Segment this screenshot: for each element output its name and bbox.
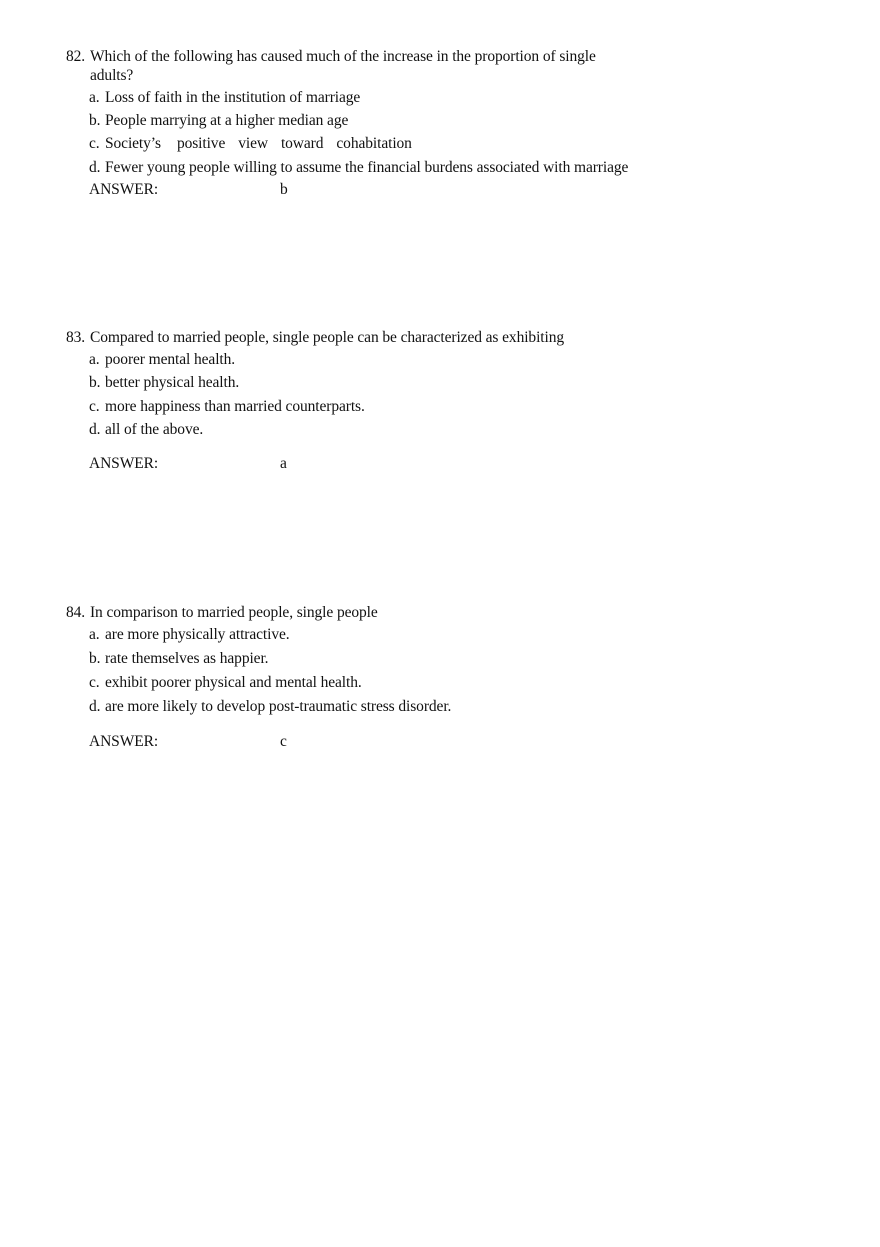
choice-letter: b. bbox=[89, 112, 101, 129]
choice-text: poorer mental health. bbox=[105, 351, 236, 368]
choice-letter: b. bbox=[89, 374, 101, 391]
choice-word: view bbox=[238, 135, 268, 152]
question-text: Compared to married people, single people can be characterized as exhibiting bbox=[90, 329, 564, 346]
answer-label: ANSWER: bbox=[89, 455, 159, 472]
answer-value: c bbox=[280, 733, 287, 750]
choice-letter: d. bbox=[89, 159, 101, 176]
choice-c bbox=[66, 134, 706, 154]
choice-word: cohabitation bbox=[336, 135, 412, 152]
choice-d bbox=[66, 420, 706, 440]
choice-letter: d. bbox=[89, 421, 101, 438]
question-stem bbox=[66, 47, 706, 67]
question-84 bbox=[66, 603, 706, 752]
question-text: Which of the following has caused much of the increase in the proportion of single bbox=[90, 48, 596, 65]
answer-label: ANSWER: bbox=[89, 733, 159, 750]
question-stem bbox=[66, 603, 706, 623]
choice-a bbox=[66, 350, 706, 370]
answer-row bbox=[66, 180, 706, 200]
choice-word: Society’s bbox=[105, 135, 161, 152]
answer-value: b bbox=[280, 181, 288, 198]
question-number: 84. bbox=[66, 604, 86, 621]
choice-text: are more likely to develop post-traumatic stress disorder. bbox=[105, 698, 452, 715]
answer-row bbox=[66, 454, 706, 474]
question-83 bbox=[66, 328, 706, 474]
answer-label: ANSWER: bbox=[89, 181, 159, 198]
choice-b bbox=[66, 111, 706, 131]
choice-letter: a. bbox=[89, 89, 100, 106]
choice-text: People marrying at a higher median age bbox=[105, 112, 349, 129]
choice-text: all of the above. bbox=[105, 421, 204, 438]
choice-letter: c. bbox=[89, 398, 100, 415]
choice-letter: c. bbox=[89, 135, 100, 152]
choice-a bbox=[66, 625, 706, 645]
answer-row bbox=[66, 732, 706, 752]
question-number: 83. bbox=[66, 329, 86, 346]
answer-value: a bbox=[280, 455, 287, 472]
question-text: In comparison to married people, single people bbox=[90, 604, 378, 621]
choice-word: positive bbox=[176, 135, 226, 152]
choice-letter: b. bbox=[89, 650, 101, 667]
choice-b bbox=[66, 649, 706, 669]
choice-c bbox=[66, 397, 706, 417]
question-stem bbox=[66, 328, 706, 348]
choice-text: exhibit poorer physical and mental health. bbox=[105, 674, 362, 691]
choice-d bbox=[66, 158, 706, 178]
choice-text: better physical health. bbox=[105, 374, 240, 391]
choice-letter: c. bbox=[89, 674, 100, 691]
question-text-continued: adults? bbox=[90, 67, 134, 84]
choice-text: more happiness than married counterparts. bbox=[105, 398, 365, 415]
choice-letter: d. bbox=[89, 698, 101, 715]
choice-text: Fewer young people willing to assume the financial burdens associated with marriage bbox=[105, 159, 629, 176]
choice-word: toward bbox=[280, 135, 324, 152]
choice-b bbox=[66, 373, 706, 393]
choice-letter: a. bbox=[89, 626, 100, 643]
choice-c bbox=[66, 673, 706, 693]
choice-text: Loss of faith in the institution of marriage bbox=[105, 89, 361, 106]
choice-text: are more physically attractive. bbox=[105, 626, 290, 643]
choice-d bbox=[66, 697, 706, 717]
choice-a bbox=[66, 88, 706, 108]
choice-letter: a. bbox=[89, 351, 100, 368]
question-82 bbox=[66, 47, 706, 200]
choice-text: rate themselves as happier. bbox=[105, 650, 269, 667]
question-number: 82. bbox=[66, 48, 86, 65]
